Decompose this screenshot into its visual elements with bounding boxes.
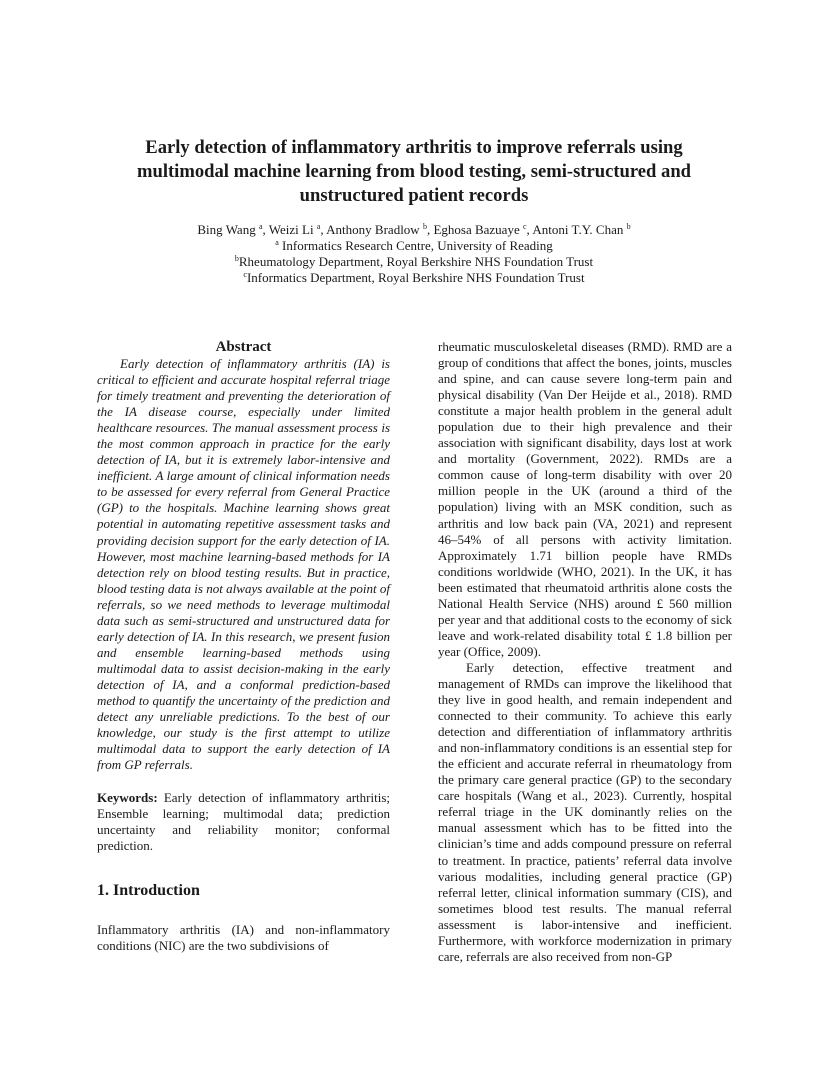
- affiliation-mark: c: [522, 222, 527, 231]
- affiliation-mark: b: [234, 254, 239, 263]
- author-name: Weizi Li: [268, 222, 314, 237]
- paper-title: Early detection of inflammatory arthritis to improve referrals using multimodal machine learning from blood testing, semi-structured and unstructured patient records: [136, 137, 692, 206]
- author-block: [100, 222, 728, 286]
- abstract-text: Early detection of inflammatory arthritis (IA) is critical to efficient and accurate hospital referral triage for timely treatment and preventing the deterioration of the IA disease course, especially under limited healthcare resources. The manual assessment process is the most common approach in practice for the early detection of IA, but it is extremely labor-intensive and inefficient. A large amount of clinical information needs to be assessed for every referral from General Practice (GP) to the hospitals. Machine learning shows great potential in automating repetitive assessment tasks and providing decision support for the early detection of IA. However, most machine learning-based methods for IA detection rely on blood testing results. But in practice, blood testing data is not always available at the point of referrals, so we need methods to leverage multimodal data such as semi-structured and unstructured data for early detection of IA. In this research, we present fusion and ensemble learning-based methods using multimodal data to assist decision-making in the early detection of IA, and a conformal prediction-based method to quantify the uncertainty of the prediction and detect any unreliable predictions. To the best of our knowledge, our study is the first attempt to utilize multimodal data to support the early detection of IA from GP referrals.: [97, 356, 390, 773]
- affiliation-line: [100, 238, 728, 254]
- affiliation-text: Rheumatology Department, Royal Berkshire NHS Foundation Trust: [238, 254, 594, 269]
- affiliation-mark: b: [422, 222, 427, 231]
- right-column: [438, 339, 732, 965]
- body-paragraph: rheumatic musculoskeletal diseases (RMD). RMD are a group of conditions that affect the bones, joints, muscles and spine, and can cause severe long-term pain and physical disability (Van Der Heijde et al., 2018). RMD constitute a major health problem in the general adult population due to their high prevalence and their association with significant disability, days lost at work and mortality (Government, 2022). RMDs are a common cause of long-term disability with over 20 million people in the UK (around a third of the population) living with an MSK condition, such as arthritis and low back pain (VA, 2021) and represent 46–54% of all persons with activity limitation. Approximately 1.71 billion people have RMDs conditions worldwide (WHO, 2021). In the UK, it has been estimated that rheumatoid arthritis alone costs the National Health Service (NHS) around £ 560 million per year and that additional costs to the economy of sick leave and work-related disability total £ 1.8 billion per year (Office, 2009).: [438, 339, 732, 659]
- affiliation-mark: b: [626, 222, 631, 231]
- affiliation-text: Informatics Research Centre, University of Reading: [282, 238, 553, 253]
- left-column: [97, 339, 390, 955]
- affiliation-mark: a: [275, 238, 279, 247]
- body-paragraph: Early detection, effective treatment and management of RMDs can improve the likelihood that they live in good health, and remain independent and connected to their community. To achieve this early detection and differentiation of inflammatory arthritis and non-inflammatory conditions is an essential step for the efficient and accurate referral in rheumatology from the primary care general practice (GP) to the secondary care hospitals (Wang et al., 2023). Currently, hospital referral triage in the UK dominantly relies on the manual assessment which has to be fitted into the clinician’s time and adds compound pressure on referral to treatment. In practice, patients’ referral data involve various modalities, including general practice (GP) referral letter, clinical information summary (CIS), and sometimes blood test results. The manual referral assessment is labor-intensive and inefficient. Furthermore, with workforce modernization in primary care, referrals are also received from non-GP: [438, 659, 732, 964]
- affiliation-text: Informatics Department, Royal Berkshire NHS Foundation Trust: [246, 270, 585, 285]
- introduction-text: Inflammatory arthritis (IA) and non-inflammatory conditions (NIC) are the two subdivisions of: [97, 922, 390, 954]
- author-name: Antoni T.Y. Chan: [532, 222, 624, 237]
- keywords-text: Early detection of inflammatory arthritis; Ensemble learning; multimodal data; prediction uncertainty and reliability monitor; conformal prediction.: [97, 790, 391, 854]
- abstract-heading: Abstract: [215, 339, 272, 355]
- author-separator: ,: [526, 222, 533, 237]
- affiliation-mark: a: [316, 222, 321, 231]
- author-name: Anthony Bradlow: [326, 222, 420, 237]
- affiliation-mark: a: [258, 222, 263, 231]
- author-separator: ,: [320, 222, 327, 237]
- keywords-paragraph: [97, 790, 390, 854]
- section-heading-introduction: 1. Introduction: [97, 882, 200, 900]
- affiliation-line: [100, 254, 728, 270]
- keywords-label: Keywords:: [97, 790, 158, 806]
- author-name: Eghosa Bazuaye: [433, 222, 520, 237]
- author-separator: ,: [262, 222, 269, 237]
- author-name: Bing Wang: [197, 222, 256, 237]
- affiliation-line: [100, 270, 728, 286]
- author-list: [100, 222, 728, 238]
- author-separator: ,: [426, 222, 434, 237]
- affiliation-mark: c: [243, 270, 247, 279]
